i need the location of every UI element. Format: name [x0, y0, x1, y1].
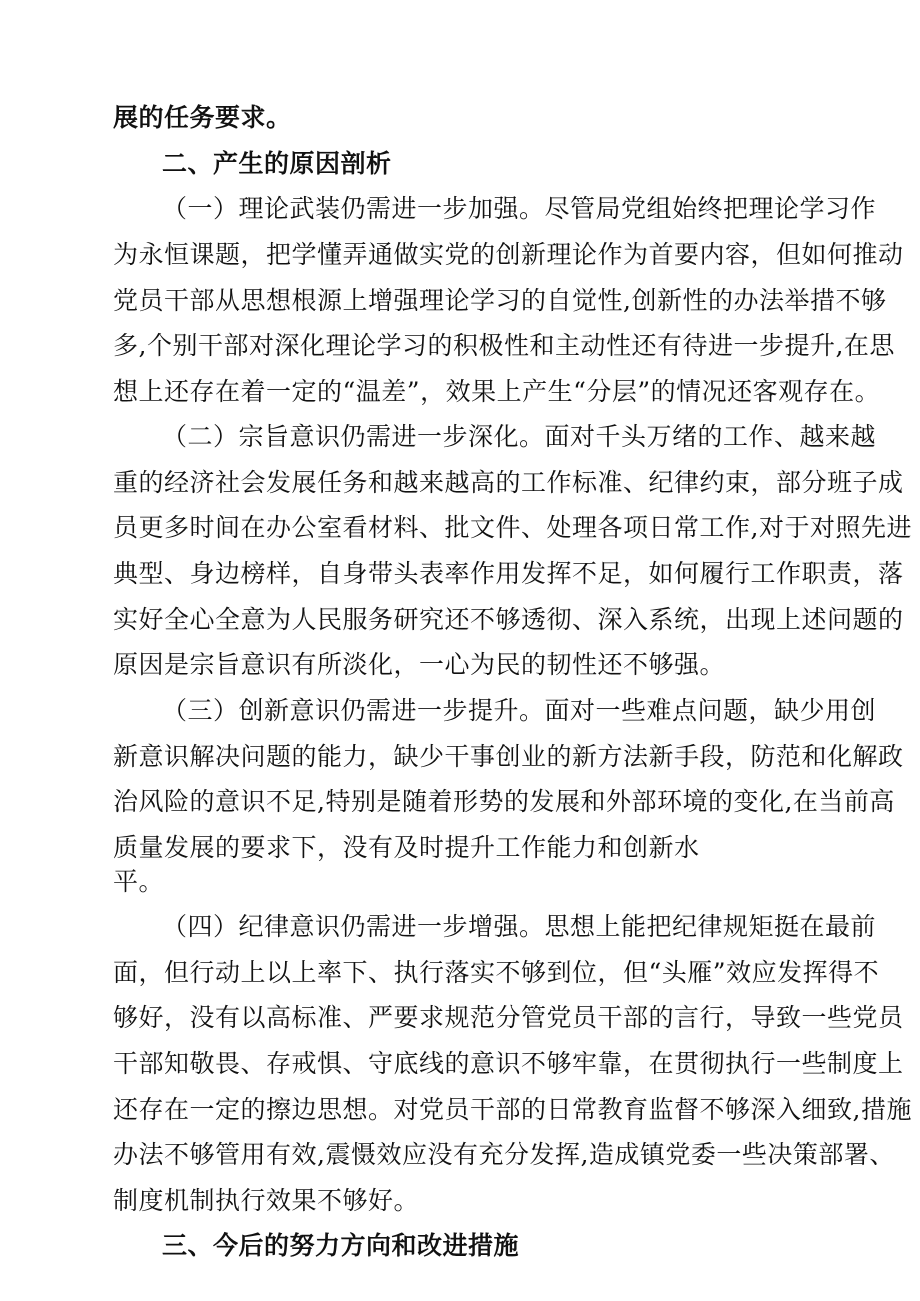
text-line: 平。: [113, 867, 165, 896]
text-line: （三）创新意识仍需进一步提升。面对一些难点问题，缺少用创: [162, 696, 877, 725]
text-line: 重的经济社会发展任务和越来越高的工作标准、纪律约束，部分班子成: [113, 468, 904, 497]
text-line: 原因是宗旨意识有所淡化，一心为民的韧性还不够强。: [113, 650, 726, 679]
text-line: 还存在一定的擦边思想。对党员干部的日常教育监督不够深入细致,措施: [113, 1095, 912, 1124]
text-line: 想上还存在着一定的“温差”，效果上产生“分层”的情况还客观存在。: [113, 377, 881, 406]
text-line: 治风险的意识不足,特别是随着形势的发展和外部环境的变化,在当前高: [113, 787, 895, 816]
text-line: 制度机制执行效果不够好。: [113, 1186, 420, 1215]
section-heading: 三、今后的努力方向和改进措施: [162, 1231, 520, 1260]
text-line: 办法不够管用有效,震慑效应没有充分发挥,造成镇党委一些决策部署、: [113, 1140, 895, 1169]
section-heading: 二、产生的原因剖析: [162, 149, 392, 178]
text-line: 实好全心全意为人民服务研究还不够透彻、深入系统，出现上述问题的: [113, 605, 904, 634]
text-line: 新意识解决问题的能力，缺少干事创业的新方法新手段，防范和化解政: [113, 742, 904, 771]
text-line: 质量发展的要求下，没有及时提升工作能力和创新水: [113, 833, 700, 862]
text-line: （一）理论武装仍需进一步加强。尽管局党组始终把理论学习作: [162, 194, 877, 223]
text-line: 典型、身边榜样，自身带头表率作用发挥不足，如何履行工作职责，落: [113, 559, 904, 588]
text-line: （四）纪律意识仍需进一步增强。思想上能把纪律规矩挺在最前: [162, 912, 877, 941]
text-line: 党员干部从思想根源上增强理论学习的自觉性,创新性的办法举措不够: [113, 286, 887, 315]
text-line: 够好，没有以高标准、严要求规范分管党员干部的言行，导致一些党员: [113, 1003, 904, 1032]
text-line: 干部知敬畏、存戒惧、守底线的意识不够牢靠，在贯彻执行一些制度上: [113, 1049, 904, 1078]
text-line: 员更多时间在办公室看材料、批文件、处理各项日常工作,对于对照先进: [113, 513, 912, 542]
text-line: 多,个别干部对深化理论学习的积极性和主动性还有待进一步提升,在思: [113, 331, 895, 360]
text-line: 面，但行动上以上率下、执行落实不够到位，但“头雁”效应发挥得不: [113, 958, 880, 987]
text-line: （二）宗旨意识仍需进一步深化。面对千头万绪的工作、越来越: [162, 422, 877, 451]
text-line: 为永恒课题，把学懂弄通做实党的创新理论作为首要内容，但如何推动: [113, 240, 904, 269]
text-line: 展的任务要求。: [113, 103, 292, 132]
